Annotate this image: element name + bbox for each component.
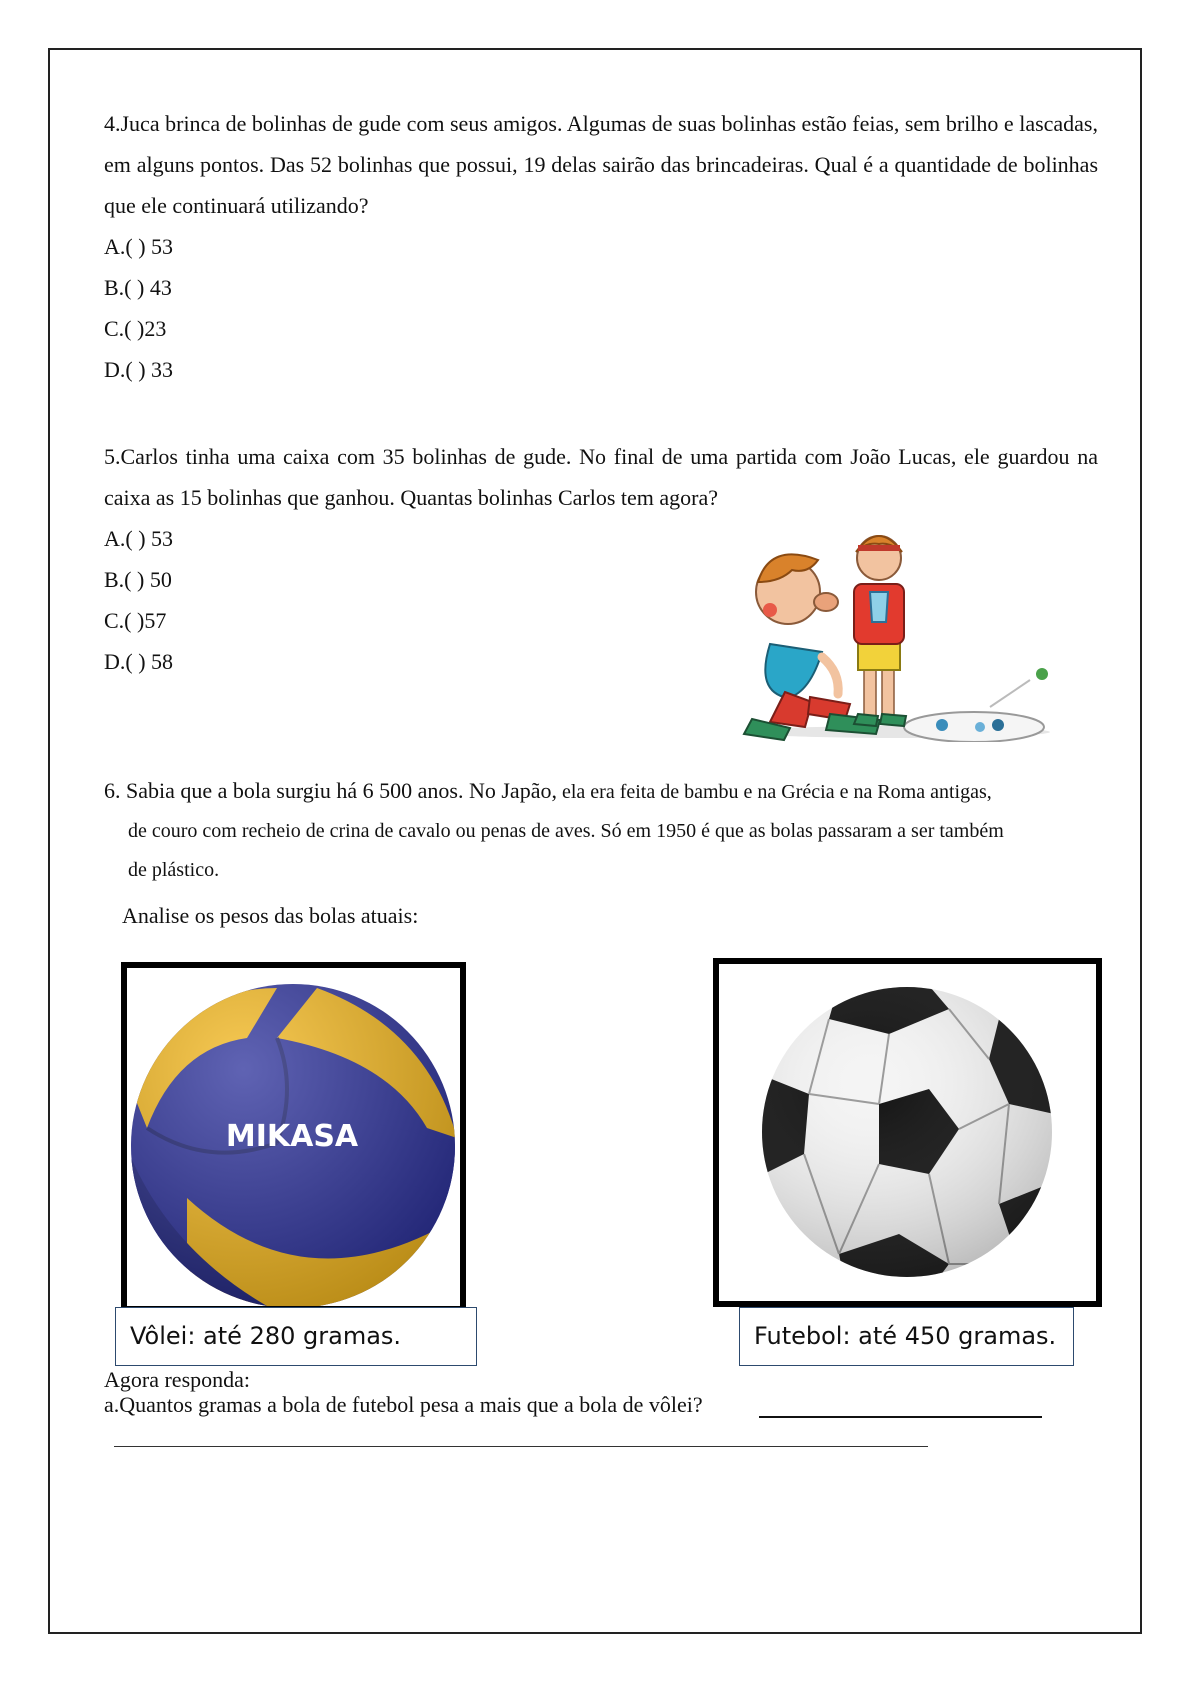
answer-a-extra-line[interactable] <box>114 1446 928 1447</box>
question-5-text: 5.Carlos tinha uma caixa com 35 bolinhas de gude. No final de uma partida com João Lucas, ele guardou na caixa as 15 bolinhas que ganhou. Quantas bolinhas Carlos tem agora? <box>104 444 1099 510</box>
question-6-line-1-rest: ela era feita de bambu e na Grécia e na Roma antigas, <box>556 781 992 803</box>
question-6-lead: 6. Sabia que a bola surgiu há 6 500 anos. No Japão, <box>104 778 557 803</box>
question-6-line-2: de couro com recheio de crina de cavalo ou penas de aves. Só em 1950 é que as bolas passaram a ser também <box>128 820 1004 842</box>
question-5-option-d[interactable]: D.( ) 58 <box>104 649 174 674</box>
volleyball-image <box>127 968 460 1306</box>
question-4 <box>104 103 1098 390</box>
volleyball-weight-label: Vôlei: até 280 gramas. <box>115 1307 477 1366</box>
question-4-option-d[interactable]: D.( ) 33 <box>104 357 174 382</box>
question-5-option-a[interactable]: A.( ) 53 <box>104 526 174 551</box>
question-5-option-c[interactable]: C.( )57 <box>104 608 167 633</box>
soccer-weight-label: Futebol: até 450 gramas. <box>739 1307 1074 1366</box>
answer-heading: Agora responda: <box>104 1367 251 1392</box>
soccer-ball-image-frame <box>713 958 1102 1307</box>
question-4-option-b[interactable]: B.( ) 43 <box>104 275 172 300</box>
question-4-option-c[interactable]: C.( )23 <box>104 316 167 341</box>
question-6 <box>104 771 1098 890</box>
kids-playing-marbles-illustration <box>730 522 1070 742</box>
analise-instruction: Analise os pesos das bolas atuais: <box>122 903 419 928</box>
question-a-text: a.Quantos gramas a bola de futebol pesa a mais que a bola de vôlei? <box>104 1392 703 1417</box>
answer-a-blank[interactable] <box>759 1416 1042 1418</box>
question-4-text: 4.Juca brinca de bolinhas de gude com seus amigos. Algumas de suas bolinhas estão feias, sem brilho e lascadas, em alguns pontos. Das 52 bolinhas que possui, 19 delas sairão das brincadeiras. Qual é a quantidade de bolinhas que ele continuará utilizando? <box>104 111 1099 218</box>
volleyball-image-frame <box>121 962 466 1312</box>
soccer-ball-image <box>719 964 1096 1301</box>
question-6-line-1 <box>104 771 1098 812</box>
question-6-line-3: de plástico. <box>128 859 220 881</box>
volleyball-brand-text: MIKASA <box>225 1119 359 1154</box>
question-5-option-b[interactable]: B.( ) 50 <box>104 567 172 592</box>
question-4-option-a[interactable]: A.( ) 53 <box>104 234 174 259</box>
